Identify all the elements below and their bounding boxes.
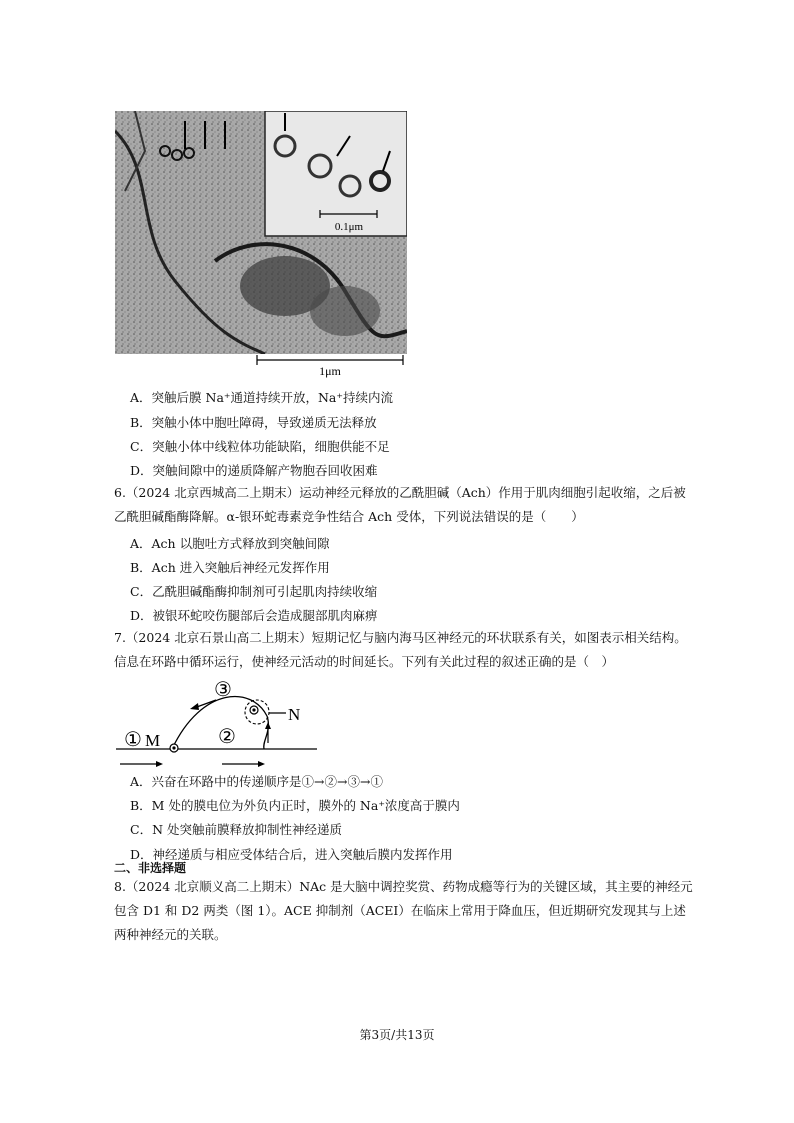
q7-option-d: D．神经递质与相应受体结合后，进入突触后膜内发挥作用 bbox=[130, 847, 453, 862]
q6-option-d: D．被银环蛇咬伤腿部后会造成腿部肌肉麻痹 bbox=[130, 608, 378, 623]
q7-option-c: C．N 处突触前膜释放抑制性神经递质 bbox=[130, 822, 342, 837]
micrograph-drawing bbox=[115, 111, 407, 354]
q6-option-c: C．乙酰胆碱酯酶抑制剂可引起肌肉持续收缩 bbox=[130, 584, 378, 599]
page-footer: 第3页/共13页 bbox=[359, 1028, 435, 1042]
q6-option-b: B．Ach 进入突触后神经元发挥作用 bbox=[130, 560, 330, 575]
loop-label-3: ③ bbox=[214, 677, 232, 701]
q7-option-a: A．兴奋在环路中的传递顺序是①→②→③→① bbox=[130, 774, 383, 789]
neural-loop-diagram bbox=[112, 676, 327, 776]
main-scale-label: 1μm bbox=[319, 364, 341, 378]
loop-label-n: N bbox=[288, 705, 301, 724]
section-heading: 二、非选择题 bbox=[114, 861, 187, 875]
q6-option-a: A．Ach 以胞吐方式释放到突触间隙 bbox=[130, 536, 330, 551]
inset-scale-label: 0.1μm bbox=[334, 221, 364, 233]
main-scale-bar bbox=[255, 354, 405, 378]
q5-option-d: D．突触间隙中的递质降解产物胞吞回收困难 bbox=[130, 463, 378, 478]
electron-micrograph bbox=[115, 111, 407, 354]
q8-stem: 8.（2024 北京顺义高二上期末）NAc 是大脑中调控奖赏、药物成瘾等行为的关键区域，其主要的神经元包含 D1 和 D2 两类（图 1）。ACE 抑制剂（ACEI）在临床上常用于降血压，但近期研究发现其与上述两种神经元的关联。 bbox=[114, 879, 693, 942]
q7-option-b: B．M 处的膜电位为外负内正时，膜外的 Na⁺浓度高于膜内 bbox=[130, 798, 460, 813]
q5-option-b: B．突触小体中胞吐障碍，导致递质无法释放 bbox=[130, 415, 377, 430]
q5-option-c: C．突触小体中线粒体功能缺陷，细胞供能不足 bbox=[130, 439, 390, 454]
loop-label-1: ① bbox=[124, 727, 142, 751]
q6-stem: 6.（2024 北京西城高二上期末）运动神经元释放的乙酰胆碱（Ach）作用于肌肉细胞引起收缩，之后被乙酰胆碱酯酶降解。α-银环蛇毒素竞争性结合 Ach 受体，下列说法错误的是（ ） bbox=[114, 485, 686, 524]
loop-label-m: M bbox=[145, 731, 161, 750]
loop-label-2: ② bbox=[218, 724, 236, 748]
q7-stem: 7.（2024 北京石景山高二上期末）短期记忆与脑内海马区神经元的环状联系有关，如图表示相关结构。信息在环路中循环运行，使神经元活动的时间延长。下列有关此过程的叙述正确的是（ ） bbox=[114, 630, 687, 669]
q5-option-a: A．突触后膜 Na⁺通道持续开放，Na⁺持续内流 bbox=[130, 390, 393, 405]
